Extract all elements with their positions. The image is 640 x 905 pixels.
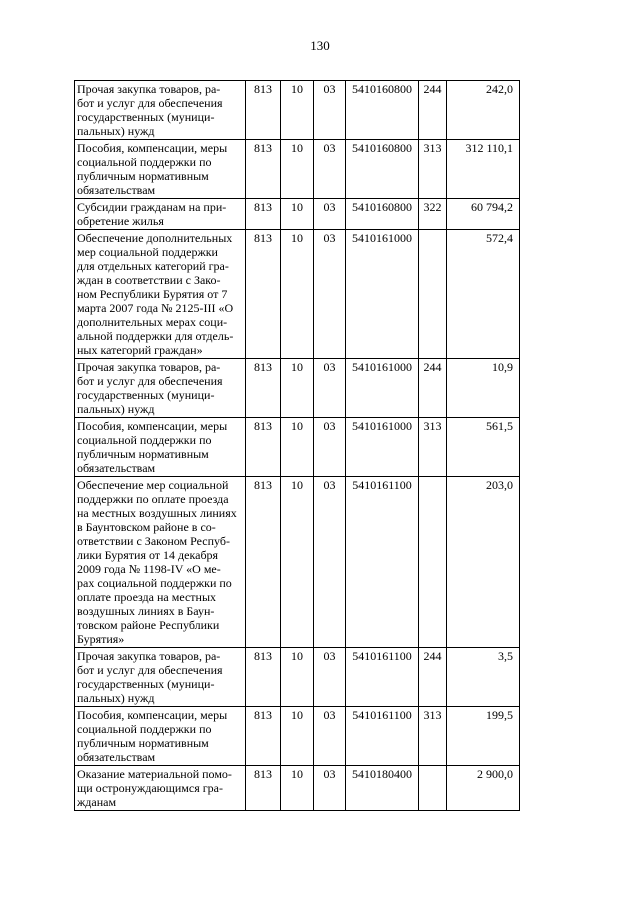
row-name-line: марта 2007 года № 2125-III «О (77, 301, 234, 315)
row-name-cell (75, 648, 246, 707)
row-pr-cell: 03 (314, 140, 346, 199)
row-name-line: Оказание материальной помо- (77, 767, 232, 781)
row-name-line: Прочая закупка товаров, ра- (77, 82, 221, 96)
row-name-line: ном Республики Бурятия от 7 (77, 287, 228, 301)
row-name-line: публичным нормативным (77, 447, 209, 461)
budget-table-body (75, 81, 520, 811)
row-cs-cell: 5410180400 (346, 766, 419, 811)
row-vr-cell: 313 (419, 140, 447, 199)
row-name-line: социальной поддержки по (77, 722, 212, 736)
row-name-cell (75, 359, 246, 418)
table-row (75, 418, 520, 477)
row-name-line: Обеспечение дополнительных (77, 231, 233, 245)
row-pr-cell: 03 (314, 766, 346, 811)
row-pr-cell: 03 (314, 359, 346, 418)
row-sum-cell: 2 900,0 (447, 766, 520, 811)
row-name-line: публичным нормативным (77, 169, 209, 183)
row-cs-cell: 5410160800 (346, 81, 419, 140)
row-cs-cell: 5410161100 (346, 707, 419, 766)
row-name-line: пальных) нужд (77, 402, 155, 416)
row-pr-cell: 03 (314, 199, 346, 230)
row-rz-cell: 10 (281, 230, 314, 359)
row-name-line: Пособия, компенсации, меры (77, 708, 228, 722)
row-name-line: дополнительных мерах соци- (77, 315, 228, 329)
table-row (75, 230, 520, 359)
row-rz-cell: 10 (281, 81, 314, 140)
row-cs-cell: 5410161100 (346, 648, 419, 707)
row-name-cell (75, 230, 246, 359)
row-gr-cell: 813 (246, 707, 281, 766)
row-sum-cell: 3,5 (447, 648, 520, 707)
row-name-line: обязательствам (77, 750, 156, 764)
row-cs-cell: 5410161100 (346, 477, 419, 648)
row-name-line: жданам (77, 795, 117, 809)
row-sum-cell: 242,0 (447, 81, 520, 140)
row-rz-cell: 10 (281, 359, 314, 418)
row-name-line: в Баунтовском районе в со- (77, 520, 216, 534)
row-name-line: обязательствам (77, 461, 156, 475)
row-gr-cell: 813 (246, 140, 281, 199)
row-sum-cell: 572,4 (447, 230, 520, 359)
row-gr-cell: 813 (246, 359, 281, 418)
row-name-cell (75, 707, 246, 766)
row-rz-cell: 10 (281, 648, 314, 707)
row-name-line: поддержки по оплате проезда (77, 492, 229, 506)
table-row (75, 766, 520, 811)
row-name-line: обязательствам (77, 183, 156, 197)
row-rz-cell: 10 (281, 140, 314, 199)
row-gr-cell: 813 (246, 648, 281, 707)
row-name-line: бот и услуг для обеспечения (77, 96, 223, 110)
table-row (75, 81, 520, 140)
row-name-line: лики Бурятия от 14 декабря (77, 548, 219, 562)
row-gr-cell: 813 (246, 766, 281, 811)
row-pr-cell: 03 (314, 418, 346, 477)
row-name-cell (75, 766, 246, 811)
page-number: 130 (310, 38, 330, 53)
row-name-line: альной поддержки для отдель- (77, 329, 234, 343)
table-row (75, 140, 520, 199)
row-name-line: государственных (муници- (77, 677, 215, 691)
row-name-cell (75, 199, 246, 230)
row-name-line: ных категорий граждан» (77, 343, 203, 357)
row-gr-cell: 813 (246, 418, 281, 477)
row-name-line: публичным нормативным (77, 736, 209, 750)
row-name-line: Прочая закупка товаров, ра- (77, 360, 221, 374)
row-name-line: обретение жилья (77, 214, 164, 228)
row-vr-cell: 244 (419, 81, 447, 140)
row-name-line: на местных воздушных линиях (77, 506, 237, 520)
row-name-line: для отдельных категорий гра- (77, 259, 229, 273)
row-name-line: социальной поддержки по (77, 433, 212, 447)
row-name-cell (75, 81, 246, 140)
row-cs-cell: 5410161000 (346, 230, 419, 359)
row-cs-cell: 5410160800 (346, 199, 419, 230)
row-name-line: Прочая закупка товаров, ра- (77, 649, 221, 663)
row-name-line: ждан в соответствии с Зако- (77, 273, 221, 287)
row-name-cell (75, 140, 246, 199)
row-vr-cell (419, 766, 447, 811)
row-vr-cell (419, 230, 447, 359)
row-pr-cell: 03 (314, 648, 346, 707)
row-cs-cell: 5410160800 (346, 140, 419, 199)
row-rz-cell: 10 (281, 199, 314, 230)
row-sum-cell: 312 110,1 (447, 140, 520, 199)
row-gr-cell: 813 (246, 477, 281, 648)
row-name-line: рах социальной поддержки по (77, 576, 232, 590)
table-row (75, 359, 520, 418)
row-pr-cell: 03 (314, 477, 346, 648)
row-pr-cell: 03 (314, 707, 346, 766)
row-name-line: социальной поддержки по (77, 155, 212, 169)
row-name-line: мер социальной поддержки (77, 245, 218, 259)
row-name-line: Бурятия» (77, 632, 125, 646)
row-name-cell (75, 477, 246, 648)
row-name-line: ответствии с Законом Респуб- (77, 534, 230, 548)
row-name-line: бот и услуг для обеспечения (77, 374, 223, 388)
row-name-line: Пособия, компенсации, меры (77, 419, 228, 433)
row-name-line: пальных) нужд (77, 691, 155, 705)
row-name-line: щи остронуждающимся гра- (77, 781, 223, 795)
row-name-line: государственных (муници- (77, 110, 215, 124)
row-gr-cell: 813 (246, 199, 281, 230)
row-sum-cell: 10,9 (447, 359, 520, 418)
table-row (75, 477, 520, 648)
row-cs-cell: 5410161000 (346, 418, 419, 477)
row-name-line: бот и услуг для обеспечения (77, 663, 223, 677)
row-name-line: Пособия, компенсации, меры (77, 141, 228, 155)
row-rz-cell: 10 (281, 477, 314, 648)
budget-table (74, 80, 520, 811)
row-vr-cell: 244 (419, 648, 447, 707)
row-rz-cell: 10 (281, 707, 314, 766)
row-cs-cell: 5410161000 (346, 359, 419, 418)
row-name-cell (75, 418, 246, 477)
row-sum-cell: 60 794,2 (447, 199, 520, 230)
row-name-line: товском районе Республики (77, 618, 220, 632)
row-sum-cell: 199,5 (447, 707, 520, 766)
row-vr-cell (419, 477, 447, 648)
row-vr-cell: 244 (419, 359, 447, 418)
table-row (75, 648, 520, 707)
row-rz-cell: 10 (281, 418, 314, 477)
row-gr-cell: 813 (246, 230, 281, 359)
row-name-line: государственных (муници- (77, 388, 215, 402)
row-pr-cell: 03 (314, 81, 346, 140)
row-rz-cell: 10 (281, 766, 314, 811)
row-name-line: Субсидии гражданам на при- (77, 200, 227, 214)
row-vr-cell: 313 (419, 418, 447, 477)
row-name-line: 2009 года № 1198-IV «О ме- (77, 562, 221, 576)
row-sum-cell: 561,5 (447, 418, 520, 477)
row-name-line: оплате проезда на местных (77, 590, 217, 604)
row-pr-cell: 03 (314, 230, 346, 359)
table-row (75, 199, 520, 230)
table-row (75, 707, 520, 766)
row-vr-cell: 322 (419, 199, 447, 230)
row-name-line: пальных) нужд (77, 124, 155, 138)
row-sum-cell: 203,0 (447, 477, 520, 648)
row-gr-cell: 813 (246, 81, 281, 140)
row-vr-cell: 313 (419, 707, 447, 766)
row-name-line: воздушных линиях в Баун- (77, 604, 215, 618)
row-name-line: Обеспечение мер социальной (77, 478, 229, 492)
